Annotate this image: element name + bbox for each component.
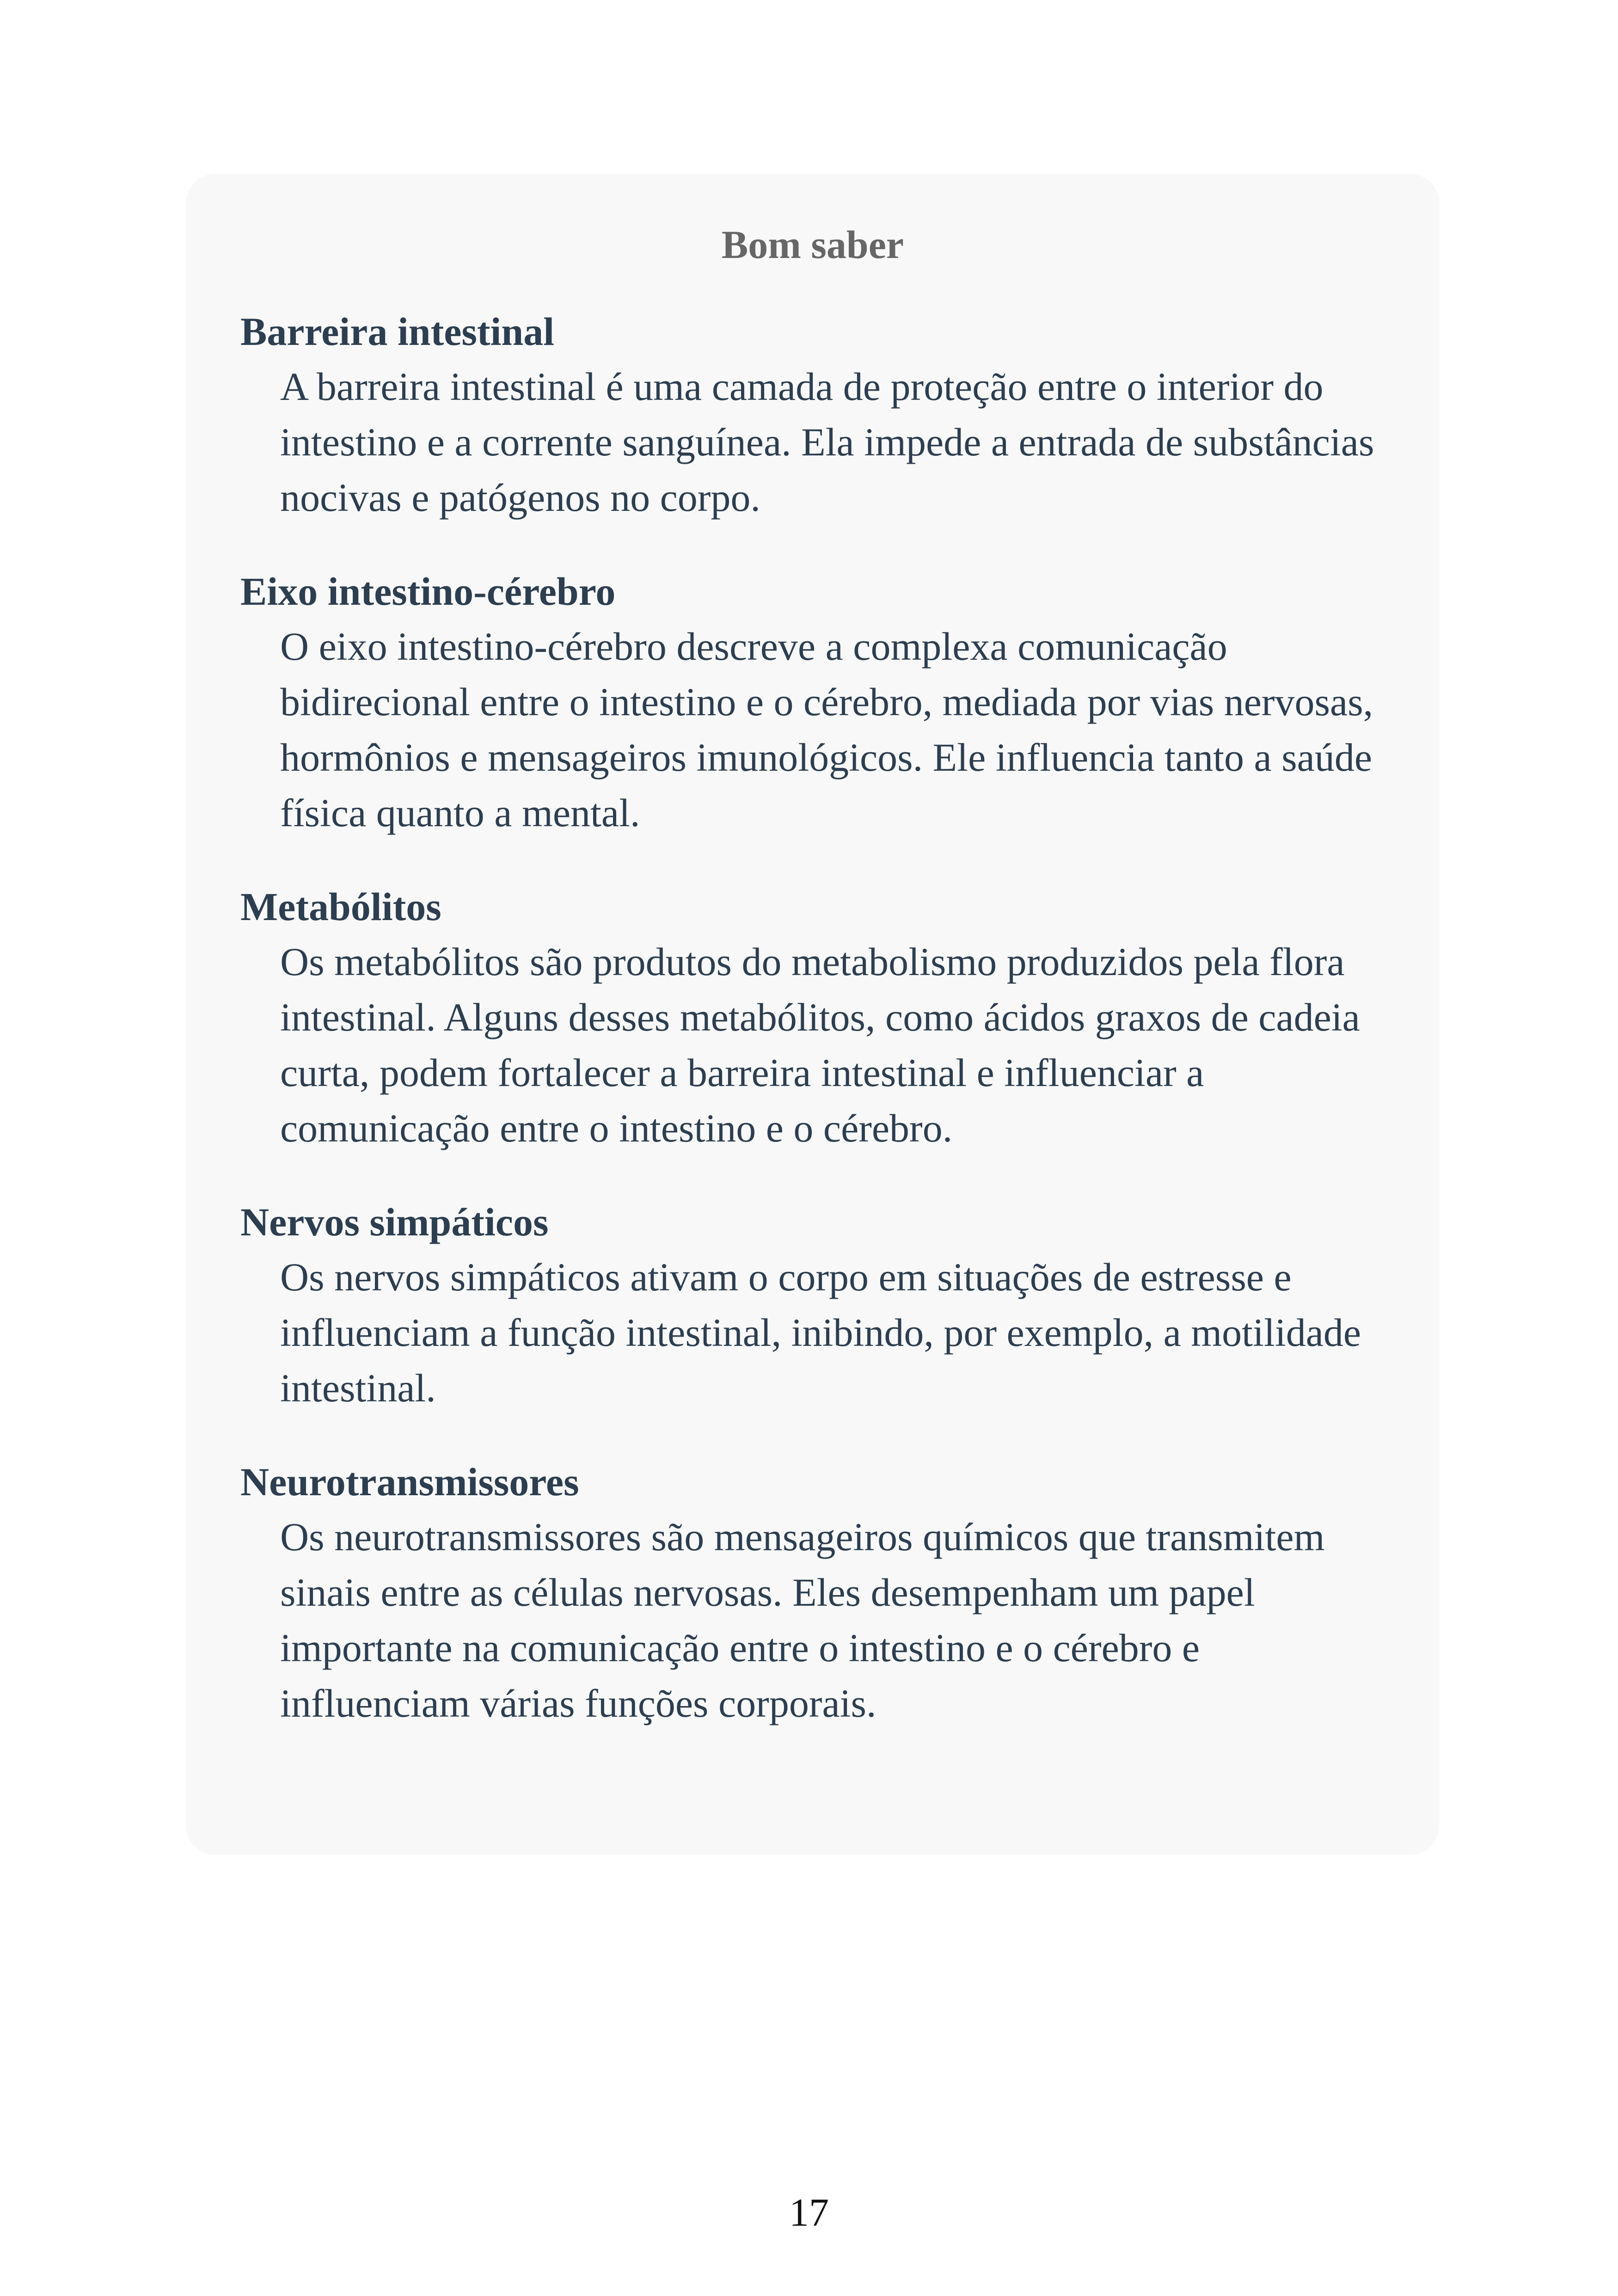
glossary-definition: O eixo intestino-cérebro descreve a complexa comunicação bidirecional entre o intestino e o cérebro, mediada por vias nervosas, hormônios e mensageiros imunológicos. Ele influencia tanto a saúde física quanto a mental. bbox=[280, 624, 1373, 835]
glossary-term: Metabólitos bbox=[240, 884, 441, 929]
info-box-title: Bom saber bbox=[721, 222, 904, 267]
glossary-definition: Os neurotransmissores são mensageiros químicos que transmitem sinais entre as células nervosas. Eles desempenham um papel importante na comunicação entre o intestino e o cérebro e influenciam várias funções corporais. bbox=[280, 1515, 1325, 1725]
page-number: 17 bbox=[789, 2190, 829, 2235]
glossary-definition: Os metabólitos são produtos do metabolismo produzidos pela flora intestinal. Alguns desses metabólitos, como ácidos graxos de cadeia curta, podem fortalecer a barreira intestinal e influenciar a comunicação entre o intestino e o cérebro. bbox=[280, 939, 1360, 1150]
info-box bbox=[186, 174, 1440, 1855]
glossary-entry bbox=[240, 881, 1385, 1156]
glossary-entry bbox=[240, 566, 1385, 841]
glossary-term: Nervos simpáticos bbox=[240, 1200, 549, 1244]
glossary-term: Barreira intestinal bbox=[240, 309, 555, 354]
glossary-definition: A barreira intestinal é uma camada de proteção entre o interior do intestino e a corrente sanguínea. Ela impede a entrada de substâncias nocivas e patógenos no corpo. bbox=[280, 364, 1374, 520]
glossary-entry bbox=[240, 1456, 1385, 1731]
glossary-entry bbox=[240, 306, 1385, 525]
glossary-definition: Os nervos simpáticos ativam o corpo em situações de estresse e influenciam a função intestinal, inibindo, por exemplo, a motilidade intestinal. bbox=[280, 1255, 1361, 1410]
glossary-entry bbox=[240, 1197, 1385, 1416]
glossary-term: Eixo intestino-cérebro bbox=[240, 569, 616, 614]
glossary-term: Neurotransmissores bbox=[240, 1460, 579, 1504]
